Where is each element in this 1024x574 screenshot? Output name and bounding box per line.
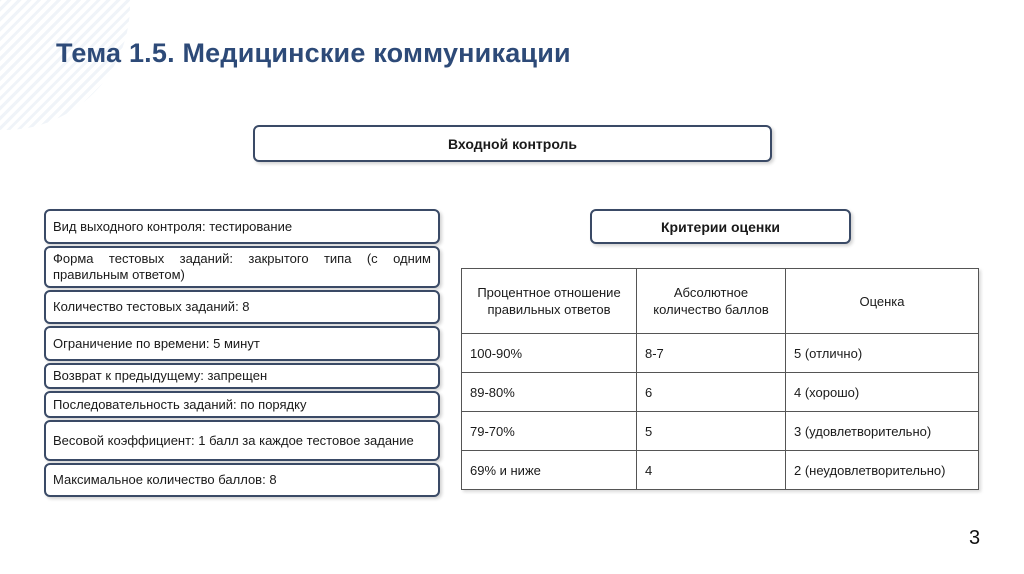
header-grade: Оценка <box>786 269 979 334</box>
header-percent: Процентное отношение правильных ответов <box>462 269 637 334</box>
cell-percent: 89-80% <box>462 373 637 412</box>
page-number: 3 <box>969 527 981 549</box>
cell-percent: 69% и ниже <box>462 451 637 490</box>
cell-grade: 5 (отлично) <box>786 334 979 373</box>
test-form-item: Форма тестовых заданий: закрытого типа (с одним правильным ответом) <box>44 246 440 288</box>
cell-grade: 4 (хорошо) <box>786 373 979 412</box>
criteria-table <box>461 268 979 490</box>
max-score-item: Максимальное количество баллов: 8 <box>44 463 440 497</box>
test-count-item: Количество тестовых заданий: 8 <box>44 290 440 324</box>
cell-percent: 79-70% <box>462 412 637 451</box>
cell-percent: 100-90% <box>462 334 637 373</box>
time-limit-item: Ограничение по времени: 5 минут <box>44 326 440 361</box>
table-row <box>462 451 979 490</box>
sequence-item: Последовательность заданий: по порядку <box>44 391 440 418</box>
criteria-box <box>590 209 851 244</box>
cell-grade: 2 (неудовлетворительно) <box>786 451 979 490</box>
cell-points: 4 <box>637 451 786 490</box>
table-row <box>462 373 979 412</box>
table-row <box>462 334 979 373</box>
table-header-row <box>462 269 979 334</box>
table-row <box>462 412 979 451</box>
cell-points: 5 <box>637 412 786 451</box>
cell-grade: 3 (удовлетворительно) <box>786 412 979 451</box>
cell-points: 8-7 <box>637 334 786 373</box>
page-title: Тема 1.5. Медицинские коммуникации <box>56 38 571 68</box>
input-control-label: Входной контроль <box>447 135 578 152</box>
return-item: Возврат к предыдущему: запрещен <box>44 363 440 389</box>
test-type-item: Вид выходного контроля: тестирование <box>44 209 440 244</box>
criteria-label: Критерии оценки <box>660 218 780 235</box>
input-control-box <box>253 125 772 162</box>
header-points: Абсолютное количество баллов <box>637 269 786 334</box>
cell-points: 6 <box>637 373 786 412</box>
weight-item: Весовой коэффициент: 1 балл за каждое тестовое задание <box>44 420 440 461</box>
